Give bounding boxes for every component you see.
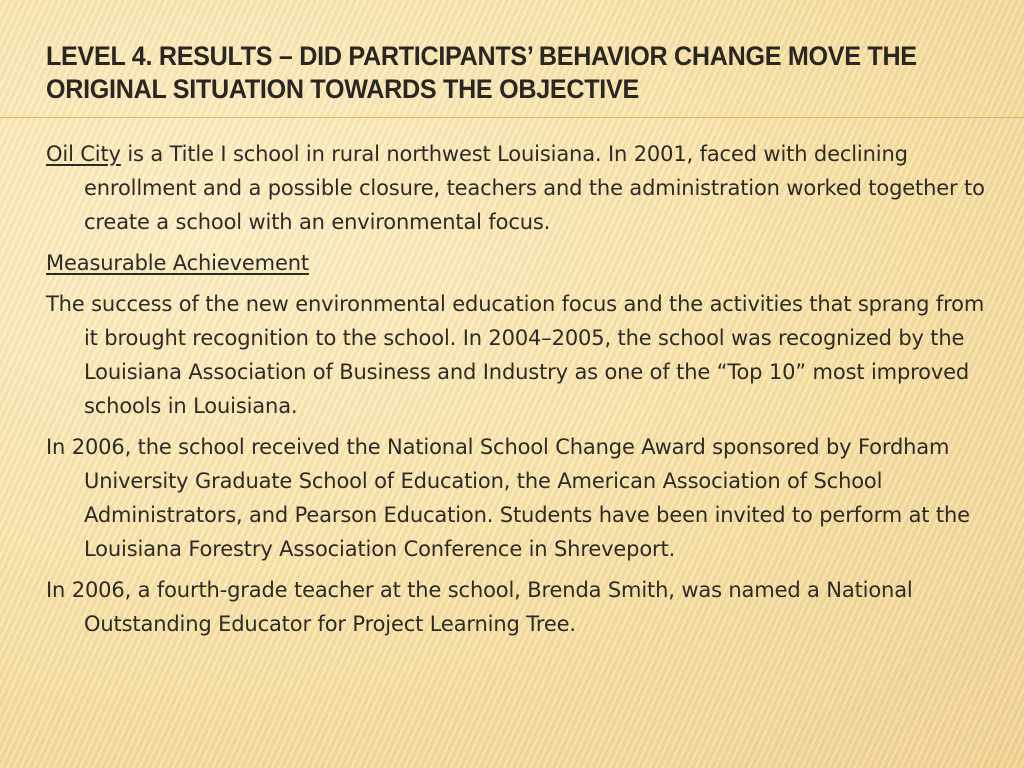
paragraph-recognition: The success of the new environmental education focus and the activities that sprang from it brought recognition to the school. In 2004–2005, the school was recognized by the Louisiana Association of Business and Industry as one of the “Top 10” most improved schools in Louisiana. [46, 292, 985, 418]
paragraph-oil-city-text: is a Title I school in rural northwest Louisiana. In 2001, faced with declining enrollment and a possible closure, teachers and the administration worked together to create a school with an environmental focus. [84, 142, 985, 234]
slide-body [46, 137, 1001, 648]
paragraph-oil-city [46, 137, 1001, 239]
measurable-achievement-heading: Measurable Achievement [46, 251, 309, 275]
title-divider [0, 117, 1024, 118]
paragraph-outstanding-educator: In 2006, a fourth-grade teacher at the school, Brenda Smith, was named a National Outstanding Educator for Project Learning Tree. [46, 578, 913, 636]
paragraph-school-change-award: In 2006, the school received the National School Change Award sponsored by Fordham University Graduate School of Education, the American Association of School Administrators, and Pearson Education. Students have been invited to perform at the Louisiana Forestry Association Conference in Shreveport. [46, 435, 970, 561]
slide-title: LEVEL 4. RESULTS – DID PARTICIPANTS’ BEHAVIOR CHANGE MOVE THE ORIGINAL SITUATION TOWARDS THE OBJECTIVE [46, 41, 917, 104]
oil-city-link-text: Oil City [46, 142, 121, 166]
